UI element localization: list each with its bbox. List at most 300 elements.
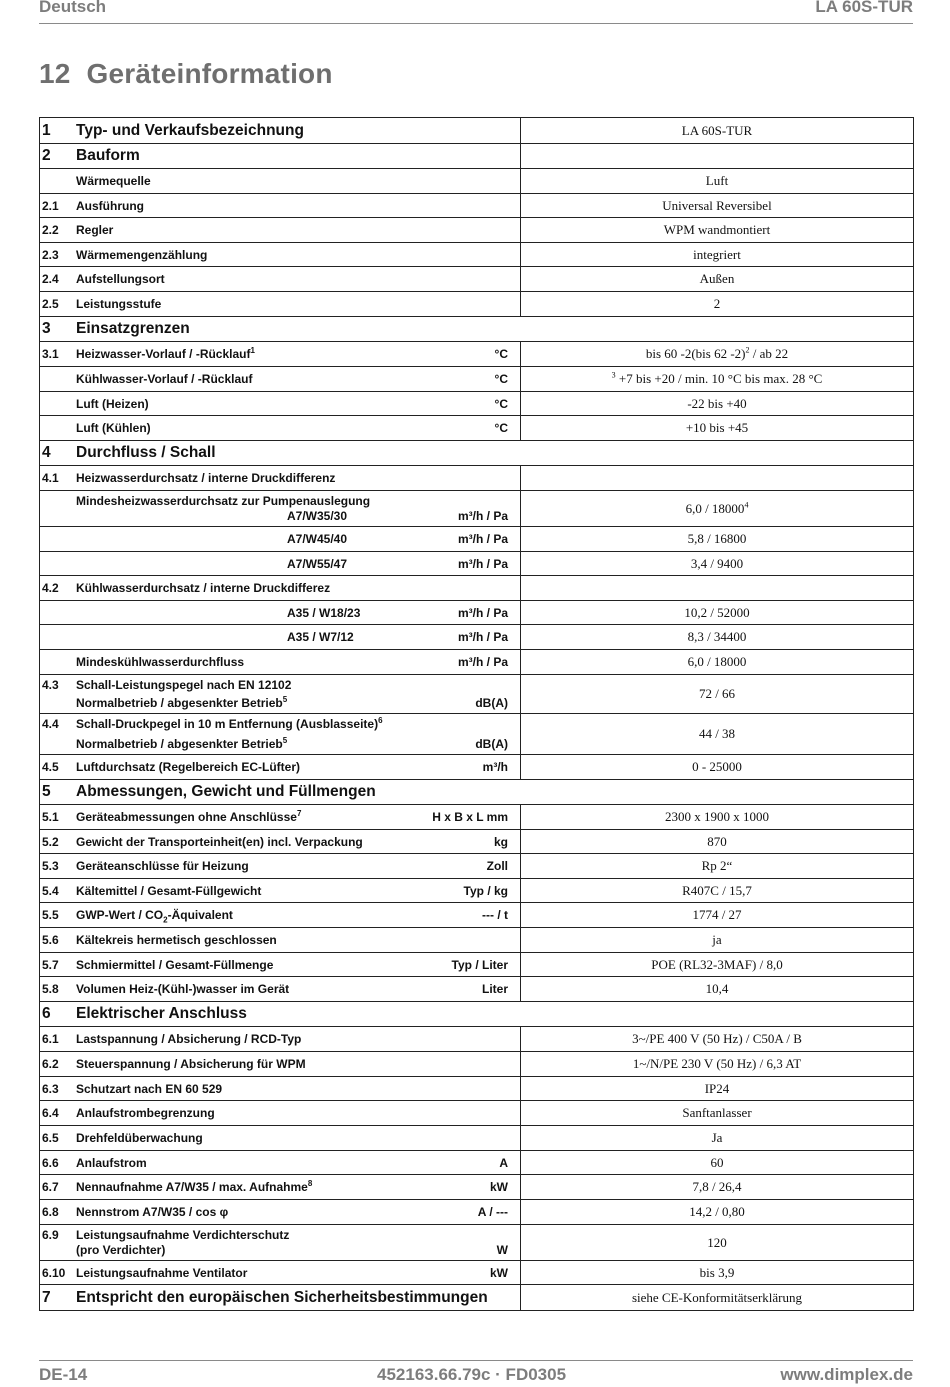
row-label-text: GWP-Wert / CO [76,908,164,922]
table-row [40,953,914,977]
row-number: 2.2 [42,223,59,237]
value-cell [521,1027,914,1052]
row-number: 5.4 [42,883,59,898]
row-label-text: Kühlwasser-Vorlauf / -Rücklauf [76,372,253,386]
label-cell [40,1200,521,1225]
unit-label: H x B x L mm [432,810,508,824]
footnote-ref: 3 [611,370,616,380]
row-label-text: Luft (Kühlen) [76,421,151,435]
row-value: Rp 2“ [701,858,733,873]
row-label [76,372,410,386]
unit-label: m³/h [482,760,508,774]
value-cell [521,601,914,625]
value-cell [521,267,914,292]
table-row [40,169,914,194]
label-cell [40,1225,521,1261]
row-label [76,908,410,925]
footnote-ref: 4 [744,500,749,510]
table-row [40,144,914,169]
row-label-text: Schall-Druckpegel in 10 m Entfernung (Ausblasseite) [76,717,379,731]
label-cell [40,144,521,169]
row-number: 5.1 [42,810,59,824]
value-cell [521,466,914,491]
row-label [76,1205,410,1219]
value-cell [521,830,914,854]
row-number: 4 [42,444,51,461]
value-cell [521,675,914,714]
row-label [76,223,410,237]
measurement-point: A7/W45/40 [287,532,348,546]
label-cell [40,392,521,416]
row-label [76,1288,488,1307]
row-label-text: Aufstellungsort [76,272,165,286]
table-row [40,527,914,552]
row-label [76,122,410,140]
row-label-text: Leistungsstufe [76,297,162,311]
unit-label: kg [493,834,508,849]
label-cell [40,317,914,342]
label-cell [40,1285,521,1311]
row-value: 1774 / 27 [692,907,742,922]
table-row [40,714,914,755]
label-cell [40,601,521,625]
row-value: 0 - 25000 [692,759,742,774]
row-label [76,760,410,774]
row-label [76,835,410,849]
row-label-text: Geräteabmessungen ohne Anschlüsse [76,810,297,824]
table-row [40,1002,914,1027]
value-cell [521,928,914,953]
unit-label: m³/h / Pa [457,655,508,669]
row-label-text: Durchfluss / Schall [76,444,216,461]
row-value: ja [712,932,722,947]
row-value: 1~/N/PE 230 V (50 Hz) / 6,3 AT [632,1056,802,1071]
row-value: 3~/PE 400 V (50 Hz) / C50A / B [632,1031,802,1046]
label-cell [40,576,521,601]
unit-label: °C [494,421,508,435]
unit-label: m³/h / Pa [457,509,508,523]
footer-document-id: 452163.66.79c · FD0305 [377,1365,567,1384]
row-number: 6.9 [42,1228,59,1242]
row-value: 6,0 / 18000 [687,654,747,669]
value-cell [521,805,914,830]
row-value: bis 60 -2(bis 62 -2) [645,346,746,361]
row-label [76,958,410,972]
value-cell [521,342,914,367]
table-row [40,576,914,601]
row-label-text: Normalbetrieb / abgesenkter Betrieb [76,696,283,710]
value-cell [521,953,914,977]
row-label-text: Regler [76,223,114,237]
table-row [40,1077,914,1101]
table-row [40,466,914,491]
value-cell [521,1077,914,1101]
row-label [76,982,410,996]
value-cell [521,144,914,169]
row-number: 5.3 [42,859,59,873]
label-cell [40,441,914,466]
row-label-text: Leistungsaufnahme Ventilator [76,1265,248,1280]
row-value: 44 / 38 [698,726,736,741]
table-row [40,977,914,1002]
row-label-text: (pro Verdichter) [76,1243,166,1257]
value-cell [521,194,914,218]
table-row [40,218,914,243]
row-value: 10,2 / 52000 [684,604,750,620]
row-label-text: Steuerspannung / Absicherung für WPM [76,1057,306,1071]
footnote-ref: 6 [378,716,383,725]
value-cell [521,1175,914,1200]
row-label-text: Heizwasser-Vorlauf / -Rücklauf [76,347,251,361]
row-label-text: Abmessungen, Gewicht und Füllmengen [76,783,376,800]
row-value: siehe CE-Konformitätserklärung [631,1289,803,1305]
label-cell [40,1261,521,1285]
label-cell [40,879,521,903]
row-label-text: Anlaufstrom [76,1155,147,1170]
value-cell [521,416,914,441]
footnote-ref: 5 [282,736,288,745]
value-cell [521,650,914,675]
footnote-ref: 8 [307,1179,313,1188]
table-row [40,1285,914,1311]
section-title: Geräteinformation [86,58,333,89]
footnote-ref: 5 [282,695,288,704]
row-value: 10,4 [705,981,729,996]
row-label-text: Anlaufstrombegrenzung [76,1106,215,1120]
label-cell [40,218,521,243]
table-row [40,267,914,292]
row-number: 3.1 [42,347,59,361]
unit-label: m³/h / Pa [457,532,508,546]
value-cell [521,1200,914,1225]
row-value: 2300 x 1900 x 1000 [665,809,769,824]
row-label [76,1106,410,1120]
row-label-text: Wärmemengenzählung [76,247,208,262]
row-label [76,147,410,165]
row-label-text: -Äquivalent [167,908,233,922]
row-label-text: Kühlwasserdurchsatz / interne Druckdifferez [76,581,331,595]
row-number: 5.7 [42,957,59,972]
label-cell [40,977,521,1002]
table-row [40,416,914,441]
row-label [76,933,410,947]
row-label-text: Volumen Heiz-(Kühl-)wasser im Gerät [76,982,290,996]
row-label-text: Heizwasserdurchsatz / interne Druckdifferenz [76,471,336,485]
unit-label: dB(A) [475,737,508,751]
label-cell [40,903,521,928]
label-cell [40,118,521,144]
row-label-text: Mindeskühlwasserdurchfluss [76,655,245,669]
measurement-point: A7/W55/47 [287,556,348,571]
row-label-text: Typ- und Verkaufsbezeichnung [76,121,304,139]
table-row [40,1175,914,1200]
table-row [40,441,914,466]
row-label [76,1057,410,1071]
label-cell [40,1151,521,1175]
value-cell [521,392,914,416]
label-cell [40,194,521,218]
row-value: Universal Reversibel [662,197,772,213]
row-label-text: Drehfeldüberwachung [76,1131,203,1145]
row-value: WPM wandmontiert [663,222,771,237]
value-cell [521,1126,914,1151]
value-cell [521,1225,914,1261]
row-value: 72 / 66 [698,686,736,701]
row-number: 2.5 [42,297,59,311]
row-label [76,1131,410,1145]
row-number: 2.1 [42,198,59,213]
row-label-text: Kältekreis hermetisch geschlossen [76,933,277,947]
unit-label: Liter [481,982,508,996]
label-cell [40,650,521,675]
value-cell [521,118,914,144]
label-cell [40,267,521,292]
row-label-text: Ausführung [76,198,144,213]
row-number: 6.8 [42,1205,59,1219]
row-label-text: Gewicht der Transporteinheit(en) incl. Verpackung [76,834,363,849]
row-value: 8,3 / 34400 [687,629,747,644]
row-number: 6.1 [42,1032,59,1046]
label-cell [40,1002,914,1027]
footnote-ref: 7 [296,809,302,818]
row-number: 5 [42,783,51,800]
footer-website: www.dimplex.de [780,1365,913,1384]
footer-page-number: DE-14 [39,1365,88,1384]
value-cell [521,1052,914,1077]
row-label-line2 [76,696,287,710]
row-label [76,248,410,262]
row-value: 870 [707,833,727,849]
unit-label: °C [494,396,508,411]
row-value: 2 [713,296,721,311]
row-number: 2.4 [42,272,59,286]
table-row [40,342,914,367]
table-row [40,317,914,342]
row-label [76,397,410,411]
value-cell [521,755,914,780]
label-cell [40,1175,521,1200]
unit-label: A / --- [477,1205,508,1219]
row-label [76,1228,289,1242]
label-cell [40,367,521,392]
unit-label: Typ / kg [463,883,508,898]
value-cell [521,292,914,317]
row-label-text: Nennstrom A7/W35 / cos φ [76,1205,229,1219]
label-cell [40,928,521,953]
value-cell [521,1261,914,1285]
unit-label: Typ / Liter [451,957,508,972]
row-label-text: Mindesheizwasserdurchsatz zur Pumpenauslegung [76,494,371,508]
value-cell [521,879,914,903]
value-cell [521,527,914,552]
row-label [76,174,410,188]
row-number: 4.2 [42,581,59,595]
subscript: 2 [163,915,168,925]
row-label-text: Schall-Leistungspegel nach EN 12102 [76,678,292,692]
value-cell [521,169,914,194]
row-number: 4.3 [42,678,59,692]
table-row [40,1151,914,1175]
row-label-text: Luftdurchsatz (Regelbereich EC-Lüfter) [76,760,301,774]
label-cell [40,1027,521,1052]
value-cell [521,903,914,928]
unit-label: kW [490,1265,508,1280]
label-cell [40,714,521,755]
label-cell [40,1126,521,1151]
row-label [76,1082,410,1096]
table-row [40,755,914,780]
row-label [76,494,370,508]
unit-label: m³/h / Pa [457,605,508,620]
value-cell [521,491,914,527]
unit-label: kW [490,1180,508,1194]
row-label [76,444,803,462]
row-number: 6 [42,1005,51,1022]
label-cell [40,292,521,317]
row-number: 5.2 [42,834,59,849]
label-cell [40,1101,521,1126]
table-row [40,805,914,830]
row-value: -22 bis +40 [687,395,747,411]
row-label-text: Elektrischer Anschluss [76,1005,247,1022]
value-cell [521,552,914,576]
row-label-text: Wärmequelle [76,174,151,188]
table-row [40,1200,914,1225]
row-value: integriert [693,246,741,262]
row-label-text: Luft (Heizen) [76,396,149,411]
row-label [76,320,803,338]
page-header [39,0,913,24]
row-label [76,1180,410,1194]
row-value: +7 bis +20 / min. 10 °C bis max. 28 °C [615,371,823,386]
row-label-line2 [76,1243,165,1257]
row-number: 5.8 [42,982,59,996]
label-cell [40,243,521,267]
value-cell [521,854,914,879]
row-label [76,471,410,485]
row-value: 3,4 / 9400 [690,555,744,571]
label-cell [40,625,521,650]
table-row [40,194,914,218]
row-value: POE (RL32-3MAF) / 8,0 [651,956,783,972]
row-number: 6.7 [42,1180,59,1194]
unit-label: °C [494,347,508,361]
label-cell [40,416,521,441]
row-value: Ja [711,1130,723,1145]
table-row [40,601,914,625]
row-value: 5,8 / 16800 [687,531,747,546]
table-row [40,879,914,903]
row-value: 60 [710,1154,724,1170]
row-label [76,297,410,311]
unit-label: dB(A) [475,696,508,710]
row-number: 1 [42,121,51,139]
table-row [40,367,914,392]
row-label-text: Entspricht den europäischen Sicherheitsbestimmungen [76,1288,488,1306]
value-cell [521,1151,914,1175]
row-value: 14,2 / 0,80 [689,1204,745,1219]
label-cell [40,552,521,576]
value-cell [521,1285,914,1311]
row-label [76,1005,803,1023]
value-cell [521,714,914,755]
row-label [76,717,383,731]
table-row [40,675,914,714]
row-label [76,810,410,824]
label-cell [40,527,521,552]
label-cell [40,805,521,830]
label-cell [40,780,914,805]
table-row [40,243,914,267]
row-label-text: Geräteanschlüsse für Heizung [76,859,249,873]
unit-label: m³/h / Pa [457,630,508,644]
unit-label: °C [494,372,508,386]
row-number: 4.5 [42,760,59,774]
table-row [40,1052,914,1077]
unit-label: m³/h / Pa [457,556,508,571]
row-number: 6.5 [42,1131,59,1145]
row-label [76,1266,410,1280]
table-row [40,1101,914,1126]
table-row [40,854,914,879]
row-label-text: Einsatzgrenzen [76,320,190,337]
row-value: Außen [699,271,735,286]
label-cell [40,1077,521,1101]
row-value: 120 [707,1234,727,1250]
row-label-line2 [76,737,287,751]
table-row [40,780,914,805]
footnote-ref: 2 [745,345,750,355]
table-row [40,118,914,144]
row-label [76,859,410,873]
unit-label: A [499,1155,508,1170]
table-row [40,491,914,527]
table-row [40,830,914,854]
table-row [40,292,914,317]
header-model: LA 60S-TUR [815,0,913,16]
value-cell [521,367,914,392]
label-cell [40,342,521,367]
unit-label: W [496,1243,508,1257]
row-label-text: Schutzart nach EN 60 529 [76,1081,223,1096]
table-row [40,1027,914,1052]
table-row [40,650,914,675]
row-label-text: Kältemittel / Gesamt-Füllgewicht [76,883,262,898]
row-number: 6.4 [42,1106,59,1120]
row-label [76,272,410,286]
table-row [40,552,914,576]
table-row [40,1225,914,1261]
measurement-point: A7/W35/30 [287,509,348,523]
row-number: 3 [42,320,51,337]
label-cell [40,675,521,714]
row-label [76,1156,410,1170]
row-value: Sanftanlasser [682,1105,752,1120]
row-number: 6.10 [42,1265,66,1280]
row-value: 7,8 / 26,4 [692,1179,742,1194]
label-cell [40,466,521,491]
label-cell [40,755,521,780]
label-cell [40,953,521,977]
device-info-table [39,117,914,1311]
row-value: bis 3,9 [699,1264,735,1280]
page-title [39,58,333,90]
table-row [40,903,914,928]
row-value: IP24 [704,1080,730,1096]
row-number: 5.5 [42,908,59,922]
label-cell [40,491,521,527]
row-label [76,655,410,669]
